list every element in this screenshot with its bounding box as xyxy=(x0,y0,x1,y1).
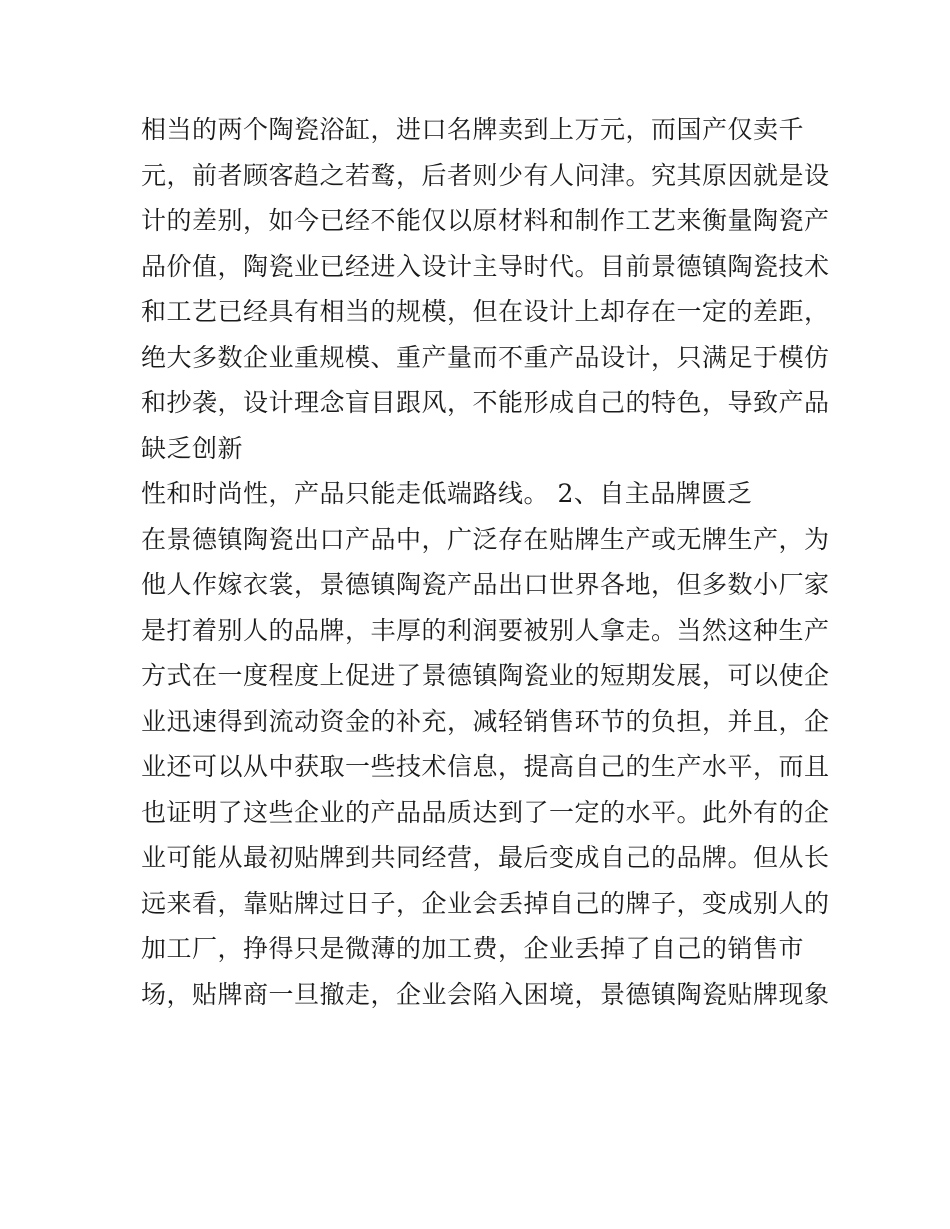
text-line: 业还可以从中获取一些技术信息，提高自己的生产水平，而且 xyxy=(141,752,830,781)
text-line: 计的差别，如今已经不能仅以原材料和制作工艺来衡量陶瓷产 xyxy=(141,206,830,235)
text-line: 缺乏创新 xyxy=(141,433,244,463)
text-line: 业迅速得到流动资金的补充，减轻销售环节的负担，并且，企 xyxy=(141,706,830,736)
body-text xyxy=(141,107,830,1017)
text-line: 品价值，陶瓷业已经进入设计主导时代。目前景德镇陶瓷技术 xyxy=(141,251,830,281)
text-line: 元，前者顾客趋之若鹜，后者则少有人问津。究其原因就是设 xyxy=(141,160,830,190)
text-line: 相当的两个陶瓷浴缸，进口名牌卖到上万元，而国产仅卖千 xyxy=(141,115,805,144)
text-line: 他人作嫁衣裳，景德镇陶瓷产品出口世界各地，但多数小厂家 xyxy=(141,570,830,599)
text-line: 性和时尚性，产品只能走低端路线。 2、自主品牌匮乏 xyxy=(141,479,753,508)
text-line: 业可能从最初贴牌到共同经营，最后变成自己的品牌。但从长 xyxy=(141,843,830,872)
text-line: 方式在一度程度上促进了景德镇陶瓷业的短期发展，可以使企 xyxy=(141,661,830,690)
text-line: 加工厂，挣得只是微薄的加工费，企业丢掉了自己的销售市 xyxy=(141,934,805,963)
text-line: 绝大多数企业重规模、重产量而不重产品设计，只满足于模仿 xyxy=(141,342,830,372)
text-line: 远来看，靠贴牌过日子，企业会丢掉自己的牌子，变成别人的 xyxy=(141,888,830,918)
text-line: 在景德镇陶瓷出口产品中，广泛存在贴牌生产或无牌生产，为 xyxy=(141,524,830,554)
text-line: 场，贴牌商一旦撤走，企业会陷入困境，景德镇陶瓷贴牌现象 xyxy=(141,979,830,1009)
text-line: 和工艺已经具有相当的规模，但在设计上却存在一定的差距， xyxy=(141,297,830,326)
text-line: 是打着别人的品牌，丰厚的利润要被别人拿走。当然这种生产 xyxy=(141,615,830,645)
text-line: 和抄袭，设计理念盲目跟风，不能形成自己的特色，导致产品 xyxy=(141,388,830,417)
text-line: 也证明了这些企业的产品品质达到了一定的水平。此外有的企 xyxy=(141,797,830,827)
